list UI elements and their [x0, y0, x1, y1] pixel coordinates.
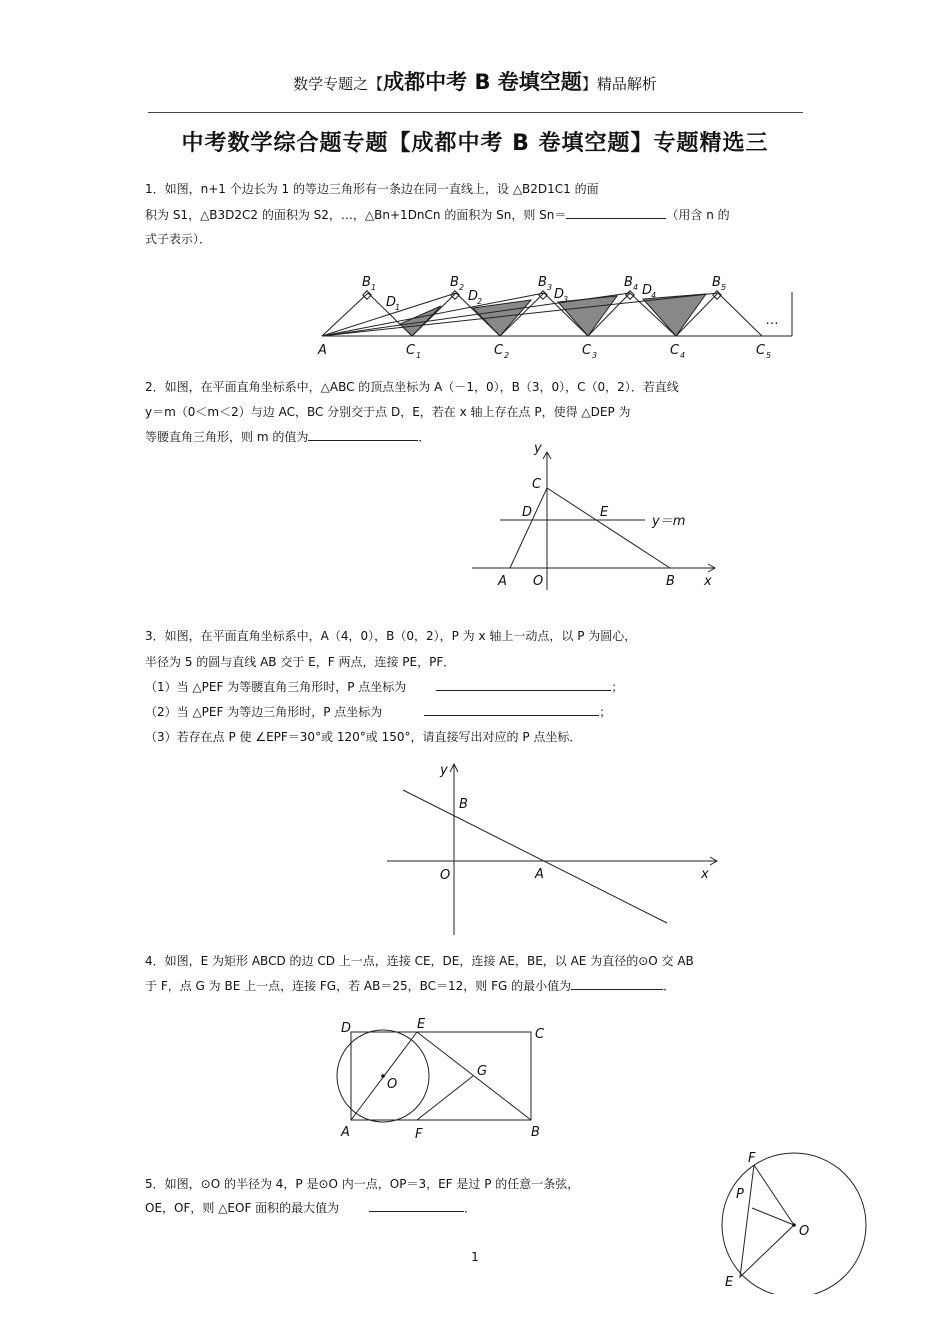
q4-line2-text: 于 F，点 G 为 BE 上一点，连接 FG，若 AB＝25，BC＝12，则 FG 的最小值为: [145, 979, 572, 993]
q2-answer-blank[interactable]: [308, 440, 418, 441]
q5-label-f: F: [748, 1151, 756, 1166]
page-header: [0, 66, 950, 96]
q1-sub-b4: 4: [633, 283, 639, 292]
q3-figure: [385, 760, 725, 938]
q3-line4: [145, 703, 611, 720]
q5-answer-blank[interactable]: [369, 1211, 464, 1212]
q1-sub-c5: 5: [766, 351, 772, 360]
header-topic: 成都中考 B 卷填空题: [383, 70, 582, 94]
q1-label-d1: D: [386, 295, 397, 310]
q1-sub-d2: 2: [477, 297, 483, 306]
q4-label-f: F: [415, 1127, 423, 1142]
q5-label-e: E: [725, 1275, 734, 1290]
q5-label-o: O: [799, 1224, 810, 1239]
q4-line2-tail: ．: [663, 979, 676, 993]
q2-label-x: x: [704, 574, 712, 589]
q2-label-d: D: [522, 505, 533, 520]
q1-label-c3: C: [582, 343, 592, 358]
q2-line3: [145, 428, 430, 445]
header-prefix: 数学专题之【: [293, 75, 384, 93]
q2-label-a: A: [498, 574, 507, 589]
q2-label-b: B: [666, 574, 675, 589]
q1-label-b2: B: [450, 275, 459, 290]
q4-label-b: B: [531, 1125, 540, 1140]
q1-line2: [145, 206, 730, 223]
q4-label-d: D: [341, 1021, 352, 1036]
q1-answer-blank[interactable]: [566, 218, 666, 219]
header-suffix: 】精品解析: [581, 75, 657, 93]
q2-line3-text: 等腰直角三角形，则 m 的值为: [145, 430, 309, 444]
q3-line4-text: （2）当 △PEF 为等边三角形时，P 点坐标为: [145, 705, 383, 719]
q5-line1: 5．如图，⊙O 的半径为 4，P 是⊙O 内一点，OP＝3，EF 是过 P 的任意一条弦，: [145, 1177, 580, 1191]
q1-line2-text: 积为 S1，△B3D2C2 的面积为 S2，…，△Bn+1DnCn 的面积为 Sn，则 Sn＝: [145, 208, 567, 222]
q4-label-o: O: [387, 1077, 398, 1092]
q3-answer-blank-1[interactable]: [436, 690, 611, 691]
q1-label-b5: B: [712, 275, 721, 290]
q3-label-y: y: [440, 763, 448, 778]
q2-label-e: E: [600, 505, 609, 520]
q1-sub-b2: 2: [459, 283, 465, 292]
q1-sub-d3: 3: [563, 295, 569, 304]
q3-label-b: B: [459, 797, 468, 812]
q2-label-o: O: [533, 574, 544, 589]
q4-label-a: A: [341, 1125, 350, 1140]
q1-sub-d1: 1: [395, 303, 401, 312]
q1-line2-tail: （用含 n 的: [666, 208, 730, 222]
q1-sub-c3: 3: [592, 351, 598, 360]
q1-line3: 式子表示）．: [145, 232, 212, 246]
q1-sub-c2: 2: [504, 351, 510, 360]
q1-figure: [300, 272, 810, 368]
q1-label-b1: B: [362, 275, 371, 290]
q1-label-c2: C: [494, 343, 504, 358]
q3-line5: （3）若存在点 P 使 ∠EPF＝30°或 120°或 150°，请直接写出对应的 P 点坐标．: [145, 730, 582, 744]
q4-line1: 4．如图，E 为矩形 ABCD 的边 CD 上一点，连接 CE，DE，连接 AE，BE，以 AE 为直径的⊙O 交 AB: [145, 954, 694, 968]
q1-sub-c4: 4: [680, 351, 686, 360]
q4-answer-blank[interactable]: [571, 989, 663, 990]
q5-line2-text: OE，OF，则 △EOF 面积的最大值为: [145, 1201, 340, 1215]
q2-line1: 2．如图，在平面直角坐标系中，△ABC 的顶点坐标为 A（－1，0），B（3，0），C（0，2）．若直线: [145, 380, 679, 394]
q3-line3: [145, 678, 623, 695]
q4-label-g: G: [477, 1064, 488, 1079]
q3-line3-text: （1）当 △PEF 为等腰直角三角形时，P 点坐标为: [145, 680, 407, 694]
q3-label-x: x: [701, 867, 709, 882]
q1-label-b3: B: [538, 275, 547, 290]
q3-label-a: A: [535, 867, 544, 882]
q3-line1: 3．如图，在平面直角坐标系中，A（4，0），B（0，2），P 为 x 轴上一动点，以 P 为圆心，: [145, 629, 637, 643]
q1-line1: 1．如图，n+1 个边长为 1 的等边三角形有一条边在同一直线上，设 △B2D1C1 的面: [145, 182, 599, 196]
q2-label-line: y＝m: [652, 514, 686, 529]
q3-line3-tail: ；: [611, 680, 624, 694]
q2-figure: [470, 440, 730, 590]
header-rule: [148, 112, 803, 113]
q3-line4-tail: ；: [599, 705, 612, 719]
q2-line2: y＝m（0＜m＜2）与边 AC，BC 分别交于点 D，E，若在 x 轴上存在点 P，使得 △DEP 为: [145, 405, 631, 419]
q1-label-c5: C: [756, 343, 766, 358]
q1-dots: …: [766, 313, 779, 328]
q2-label-c: C: [532, 477, 542, 492]
q1-label-b4: B: [624, 275, 633, 290]
q2-label-y: y: [534, 441, 542, 456]
q1-label-c1: C: [406, 343, 416, 358]
q5-line2: [145, 1199, 476, 1216]
q1-sub-b3: 3: [547, 283, 553, 292]
page-title: 中考数学综合题专题【成都中考 B 卷填空题】专题精选三: [181, 131, 769, 156]
q4-label-c: C: [535, 1027, 545, 1042]
q1-sub-c1: 1: [416, 351, 422, 360]
q1-sub-b5: 5: [721, 283, 727, 292]
q4-label-e: E: [417, 1017, 426, 1032]
q5-figure: [715, 1148, 875, 1294]
q1-label-d4: D: [642, 283, 653, 298]
q4-figure: [325, 1012, 555, 1142]
q1-label-c4: C: [670, 343, 680, 358]
q3-answer-blank-2[interactable]: [424, 715, 599, 716]
q1-label-d3: D: [554, 287, 565, 302]
q1-sub-b1: 1: [371, 283, 377, 292]
q5-label-p: P: [736, 1187, 744, 1202]
q5-line2-tail: ．: [464, 1201, 477, 1215]
q3-label-o: O: [440, 868, 451, 883]
q3-line2: 半径为 5 的圆与直线 AB 交于 E，F 两点，连接 PE，PF．: [145, 655, 456, 669]
q1-label-a: A: [318, 343, 327, 358]
q2-line3-tail: ．: [418, 430, 431, 444]
page-number: 1: [471, 1250, 479, 1264]
q4-line2: [145, 977, 675, 994]
q1-sub-d4: 4: [651, 291, 657, 300]
q1-label-d2: D: [468, 289, 479, 304]
